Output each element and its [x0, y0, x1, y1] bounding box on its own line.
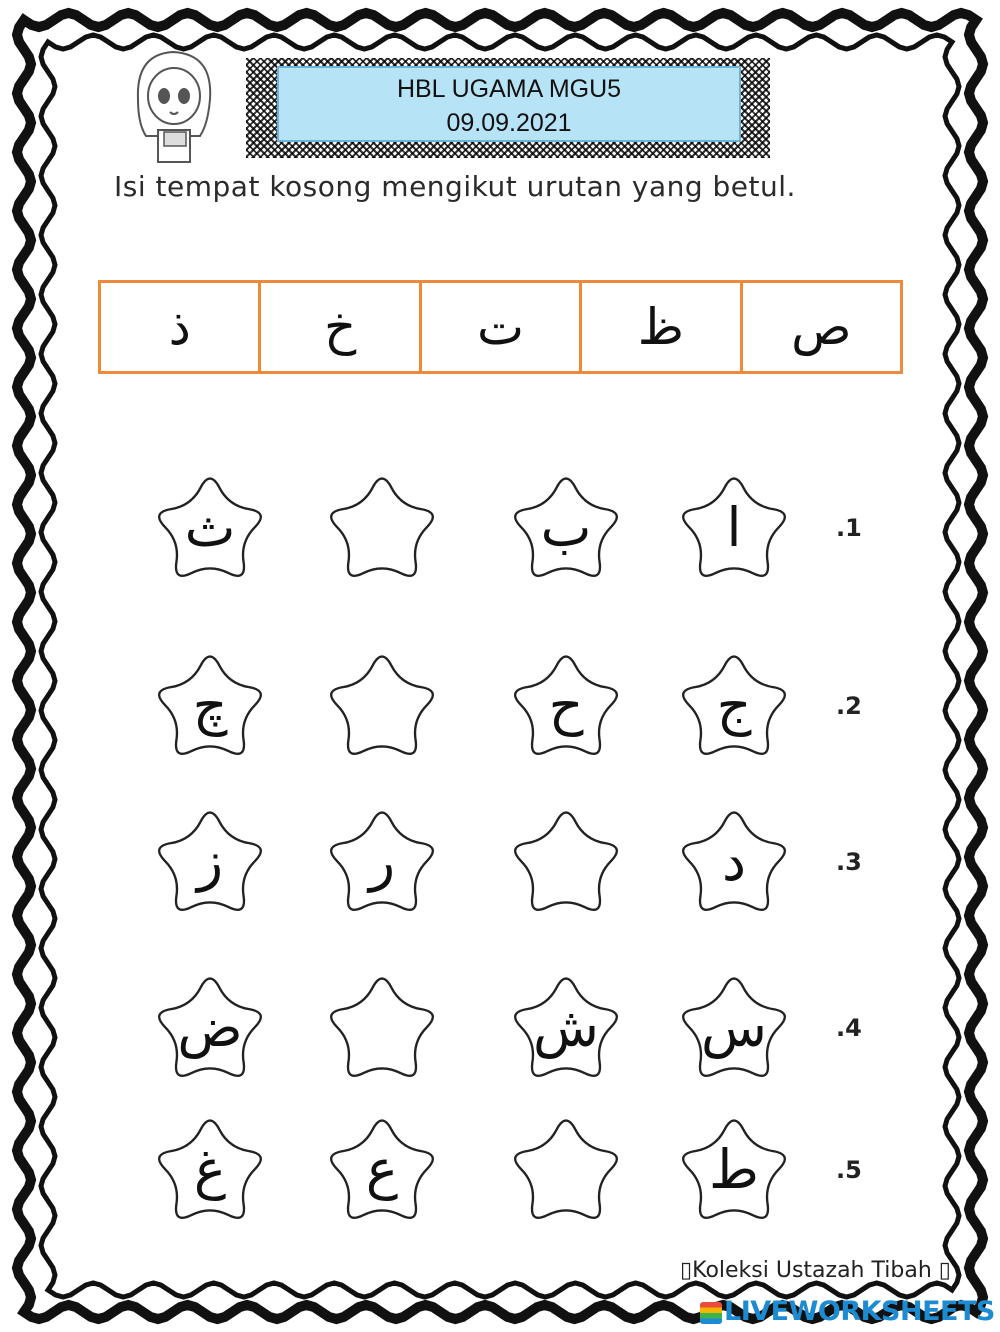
star-shape — [312, 962, 452, 1094]
star-letter — [496, 962, 636, 1094]
star-blank[interactable] — [496, 796, 636, 928]
star-glyph: ب — [540, 496, 592, 559]
star-shape — [496, 796, 636, 928]
star-glyph: ع — [365, 1138, 399, 1201]
star-letter — [140, 1104, 280, 1236]
letter-bank-cell[interactable]: ص — [740, 280, 903, 374]
star-glyph: چ — [192, 674, 228, 737]
star-letter — [312, 1104, 452, 1236]
star-glyph: ج — [716, 674, 752, 737]
letter-bank-cell[interactable]: ت — [419, 280, 582, 374]
title-box — [277, 66, 741, 142]
star-blank[interactable] — [496, 1104, 636, 1236]
row-number: .4 — [836, 1014, 862, 1042]
star-letter — [664, 1104, 804, 1236]
girl-illustration — [118, 44, 228, 164]
star-letter — [140, 462, 280, 594]
row-number: .1 — [836, 514, 862, 542]
star-glyph: د — [721, 830, 747, 893]
star-glyph: ا — [726, 496, 742, 559]
liveworksheets-icon — [700, 1302, 722, 1324]
star-glyph: س — [701, 996, 767, 1059]
star-letter — [664, 640, 804, 772]
row-number: .3 — [836, 848, 862, 876]
row-number: .5 — [836, 1156, 862, 1184]
star-glyph: ض — [177, 996, 243, 1059]
star-letter — [664, 962, 804, 1094]
star-glyph: غ — [193, 1138, 227, 1201]
star-letter — [140, 796, 280, 928]
credit-text: ▯Koleksi Ustazah Tibah ▯ — [680, 1258, 951, 1283]
star-glyph: ز — [196, 830, 224, 893]
star-letter — [664, 462, 804, 594]
star-blank[interactable] — [312, 962, 452, 1094]
star-glyph: ش — [533, 996, 599, 1059]
liveworksheets-logo — [700, 1296, 1000, 1330]
letter-bank-cell[interactable]: ذ — [98, 280, 261, 374]
star-shape — [312, 640, 452, 772]
star-letter — [140, 640, 280, 772]
brand-text: LIVEWORKSHEETS — [724, 1296, 995, 1327]
star-letter — [664, 796, 804, 928]
star-letter — [496, 462, 636, 594]
star-glyph: ر — [368, 830, 396, 893]
title-line2: 09.09.2021 — [446, 109, 572, 137]
letter-bank-cell[interactable]: خ — [258, 280, 421, 374]
row-number: .2 — [836, 692, 862, 720]
star-shape — [312, 462, 452, 594]
star-blank[interactable] — [312, 462, 452, 594]
instruction-text: Isi tempat kosong mengikut urutan yang betul. — [114, 170, 796, 203]
star-blank[interactable] — [312, 640, 452, 772]
star-letter — [140, 962, 280, 1094]
star-glyph: ط — [709, 1138, 759, 1201]
title-line1: HBL UGAMA MGU5 — [396, 75, 622, 103]
star-glyph: ث — [184, 496, 236, 559]
letter-bank — [98, 280, 900, 374]
star-shape — [496, 1104, 636, 1236]
credit-label: Koleksi Ustazah Tibah — [692, 1258, 932, 1283]
star-letter — [496, 640, 636, 772]
star-letter — [312, 796, 452, 928]
star-glyph: ح — [548, 674, 584, 737]
letter-bank-cell[interactable]: ظ — [579, 280, 742, 374]
